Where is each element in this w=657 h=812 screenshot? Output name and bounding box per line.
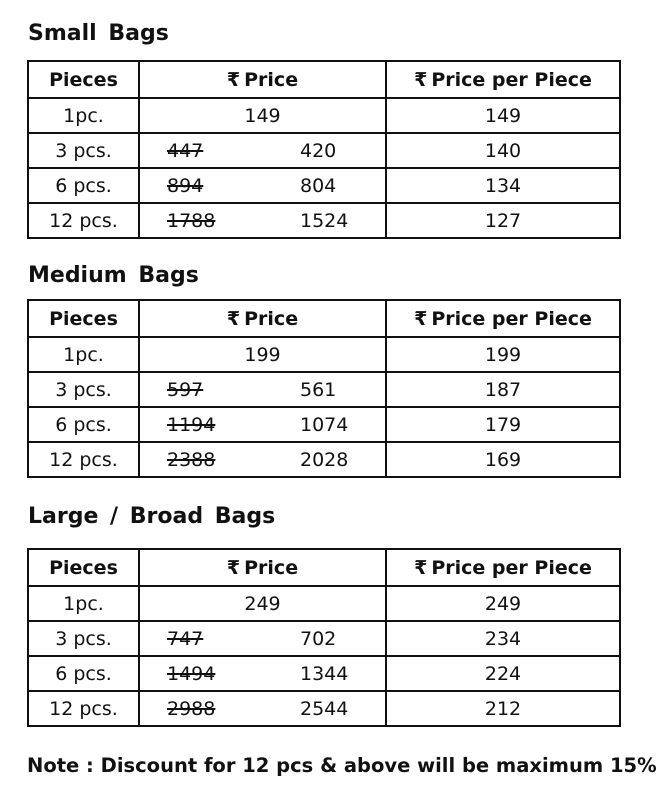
table-row (28, 621, 620, 656)
discounted-price: 420 (300, 139, 337, 162)
table-row (28, 98, 620, 133)
per-piece-cell: 187 (386, 372, 620, 407)
table-row (28, 691, 620, 726)
per-piece-cell: 199 (386, 337, 620, 372)
old-price: 1788 (167, 209, 216, 232)
table-row (28, 133, 620, 168)
per-piece-cell: 169 (386, 442, 620, 477)
per-piece-cell: 249 (386, 586, 620, 621)
discount-note: Note : Discount for 12 pcs & above will be maximum 15% (27, 754, 657, 777)
pieces-cell: 1pc. (28, 337, 139, 372)
rupee-icon: ₹ (414, 556, 428, 579)
price-cell: 249 (139, 586, 386, 621)
medium-bags-table (27, 299, 621, 478)
pieces-header: Pieces (28, 549, 139, 586)
table-row (28, 407, 620, 442)
price-cell (139, 168, 386, 203)
price-per-piece-header: ₹ Price per Piece (386, 61, 620, 98)
medium-bags-title: Medium Bags (28, 263, 199, 288)
pieces-header: Pieces (28, 61, 139, 98)
rupee-icon: ₹ (414, 68, 428, 91)
pieces-cell: 3 pcs. (28, 372, 139, 407)
pieces-cell: 12 pcs. (28, 691, 139, 726)
discounted-price: 1524 (300, 209, 349, 232)
per-piece-cell: 179 (386, 407, 620, 442)
price-cell (139, 133, 386, 168)
pieces-cell: 1pc. (28, 98, 139, 133)
price-cell (139, 407, 386, 442)
per-piece-cell: 140 (386, 133, 620, 168)
pieces-cell: 6 pcs. (28, 168, 139, 203)
per-piece-cell: 234 (386, 621, 620, 656)
table-row (28, 372, 620, 407)
table-row (28, 586, 620, 621)
small-bags-title: Small Bags (28, 21, 169, 46)
pieces-cell: 3 pcs. (28, 133, 139, 168)
discounted-price: 561 (300, 378, 337, 401)
price-header: ₹ Price (139, 300, 386, 337)
pieces-cell: 1pc. (28, 586, 139, 621)
rupee-icon: ₹ (226, 556, 241, 579)
discounted-price: 1344 (300, 662, 349, 685)
rupee-icon: ₹ (226, 307, 241, 330)
pieces-header: Pieces (28, 300, 139, 337)
per-piece-cell: 224 (386, 656, 620, 691)
rupee-icon: ₹ (414, 307, 428, 330)
table-row (28, 337, 620, 372)
small-bags-table (27, 60, 621, 239)
rupee-icon: ₹ (226, 68, 241, 91)
table-header-row (28, 549, 620, 586)
per-piece-cell: 212 (386, 691, 620, 726)
pieces-cell: 12 pcs. (28, 442, 139, 477)
large-bags-title: Large / Broad Bags (28, 504, 276, 529)
price-header: ₹ Price (139, 549, 386, 586)
discounted-price: 702 (300, 627, 337, 650)
large-bags-table (27, 548, 621, 727)
table-row (28, 442, 620, 477)
old-price: 747 (167, 627, 204, 650)
old-price: 1494 (167, 662, 216, 685)
price-cell (139, 656, 386, 691)
price-per-piece-header: ₹ Price per Piece (386, 549, 620, 586)
price-cell (139, 621, 386, 656)
old-price: 2988 (167, 697, 216, 720)
discounted-price: 2028 (300, 448, 349, 471)
price-cell (139, 372, 386, 407)
price-cell: 149 (139, 98, 386, 133)
table-header-row (28, 300, 620, 337)
pieces-cell: 6 pcs. (28, 656, 139, 691)
table-row (28, 656, 620, 691)
table-row (28, 203, 620, 238)
pieces-cell: 12 pcs. (28, 203, 139, 238)
old-price: 597 (167, 378, 204, 401)
per-piece-cell: 134 (386, 168, 620, 203)
per-piece-cell: 149 (386, 98, 620, 133)
table-row (28, 168, 620, 203)
price-per-piece-header: ₹ Price per Piece (386, 300, 620, 337)
pieces-cell: 6 pcs. (28, 407, 139, 442)
price-cell (139, 691, 386, 726)
discounted-price: 2544 (300, 697, 349, 720)
old-price: 447 (167, 139, 204, 162)
old-price: 1194 (167, 413, 216, 436)
old-price: 894 (167, 174, 204, 197)
discounted-price: 804 (300, 174, 337, 197)
per-piece-cell: 127 (386, 203, 620, 238)
price-cell (139, 442, 386, 477)
table-header-row (28, 61, 620, 98)
price-cell: 199 (139, 337, 386, 372)
price-cell (139, 203, 386, 238)
pieces-cell: 3 pcs. (28, 621, 139, 656)
discounted-price: 1074 (300, 413, 349, 436)
old-price: 2388 (167, 448, 216, 471)
price-header: ₹ Price (139, 61, 386, 98)
